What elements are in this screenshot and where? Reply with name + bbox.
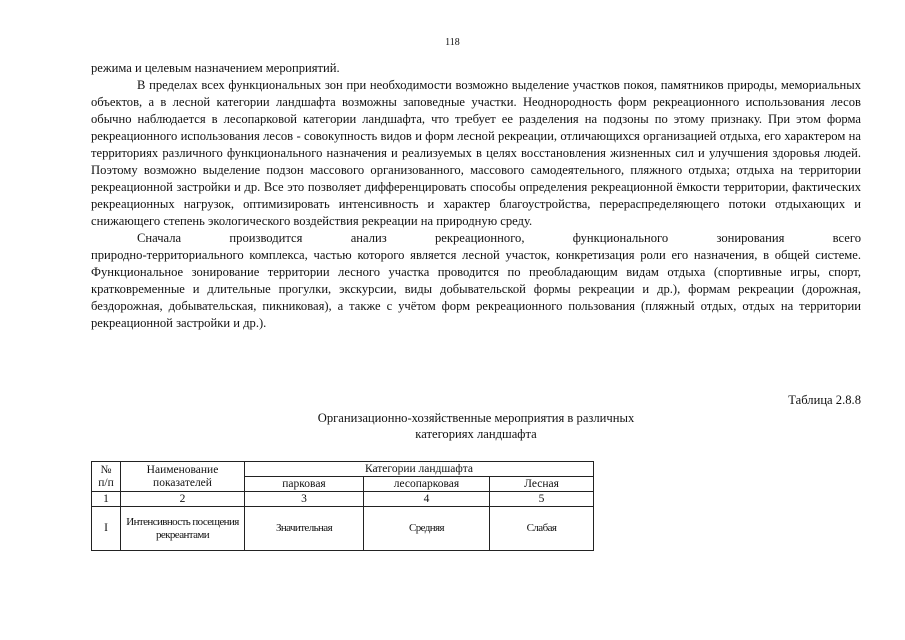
page-number: 118 — [445, 37, 460, 48]
table-title — [91, 410, 861, 442]
row-park: Значительная — [245, 507, 364, 551]
paragraph: природно-территориального комплекса, частью которого является лесной участок, конкретизация роли его назначения, в общей системе. Функциональное зонирование территории лесного участка проводится по преобладающим видам отдыха (спортивные игры, спорт, кратковременные и длительные прогулки, экскурсии, виды добывательской формы рекреации и др.), формам рекреации (дорожная, бездорожная, добывательская, пикниковая), а также с учётом форм рекреационного пользования (пляжный отдых, отдых на территории рекреационной застройки и др.). — [91, 248, 861, 330]
table-label: Таблица 2.8.8 — [788, 393, 861, 407]
header-forest-park: лесопарковая — [364, 477, 490, 492]
row-num: I — [92, 507, 121, 551]
table-title-line: категориях ландшафта — [415, 427, 537, 441]
paragraph: режима и целевым назначением мероприятий. — [91, 61, 340, 75]
row-forest: Слабая — [490, 507, 594, 551]
index-cell: 2 — [121, 492, 245, 507]
header-park: парковая — [245, 477, 364, 492]
header-num — [92, 462, 121, 492]
header-categories: Категории ландшафта — [245, 462, 594, 477]
table-index-row — [92, 492, 594, 507]
header-num-line: п/п — [98, 476, 114, 489]
index-cell: 5 — [490, 492, 594, 507]
index-cell: 1 — [92, 492, 121, 507]
row-forest-park: Средняя — [364, 507, 490, 551]
table-header-row — [92, 462, 594, 477]
header-name — [121, 462, 245, 492]
row-name: Интенсивность посещения рекреантами — [121, 507, 245, 551]
table-row — [92, 507, 594, 551]
paragraph-first-line — [91, 230, 861, 247]
header-forest: Лесная — [490, 477, 594, 492]
header-num-line: № — [100, 463, 112, 476]
table-title-line: Организационно-хозяйственные мероприятия в различных — [317, 411, 635, 425]
paragraph: Сначала производится анализ рекреационного, функционального зонирования всего — [137, 231, 861, 245]
header-name-line: Наименование — [146, 463, 219, 476]
index-cell: 3 — [245, 492, 364, 507]
landscape-table — [91, 461, 594, 551]
header-name-line: показателей — [153, 476, 212, 489]
index-cell: 4 — [364, 492, 490, 507]
paragraph: В пределах всех функциональных зон при необходимости возможно выделение участков покоя, памятников природы, мемориальных объектов, а в лесной категории ландшафта возможны заповедные участки. Неоднородность форм рекреационного использования лесов обычно наблюдается в лесопарковой категории ландшафта, что требует ее разделения на подзоны по этому признаку. При этом форма рекреационного использования лесов - совокупность видов и форм лесной рекреации, отличающихся организацией отдыха, его характером на территориях различного функционального назначения и реализуемых в целях восстановления жизненных сил и улучшения здоровья людей. Поэтому возможно выделение подзон массового организованного, массового самодеятельного, пляжного отдыха; отдыха на территории рекреационной застройки и др. Все это позволяет дифференцировать способы определения рекреационной ёмкости территории, фактических рекреационных нагрузок, оптимизировать интенсивность и характер благоустройства, перераспределяющего потоки отдыхающих и снижающего степень экологического воздействия рекреации на природную среду. — [91, 78, 861, 228]
body-text — [91, 60, 861, 332]
